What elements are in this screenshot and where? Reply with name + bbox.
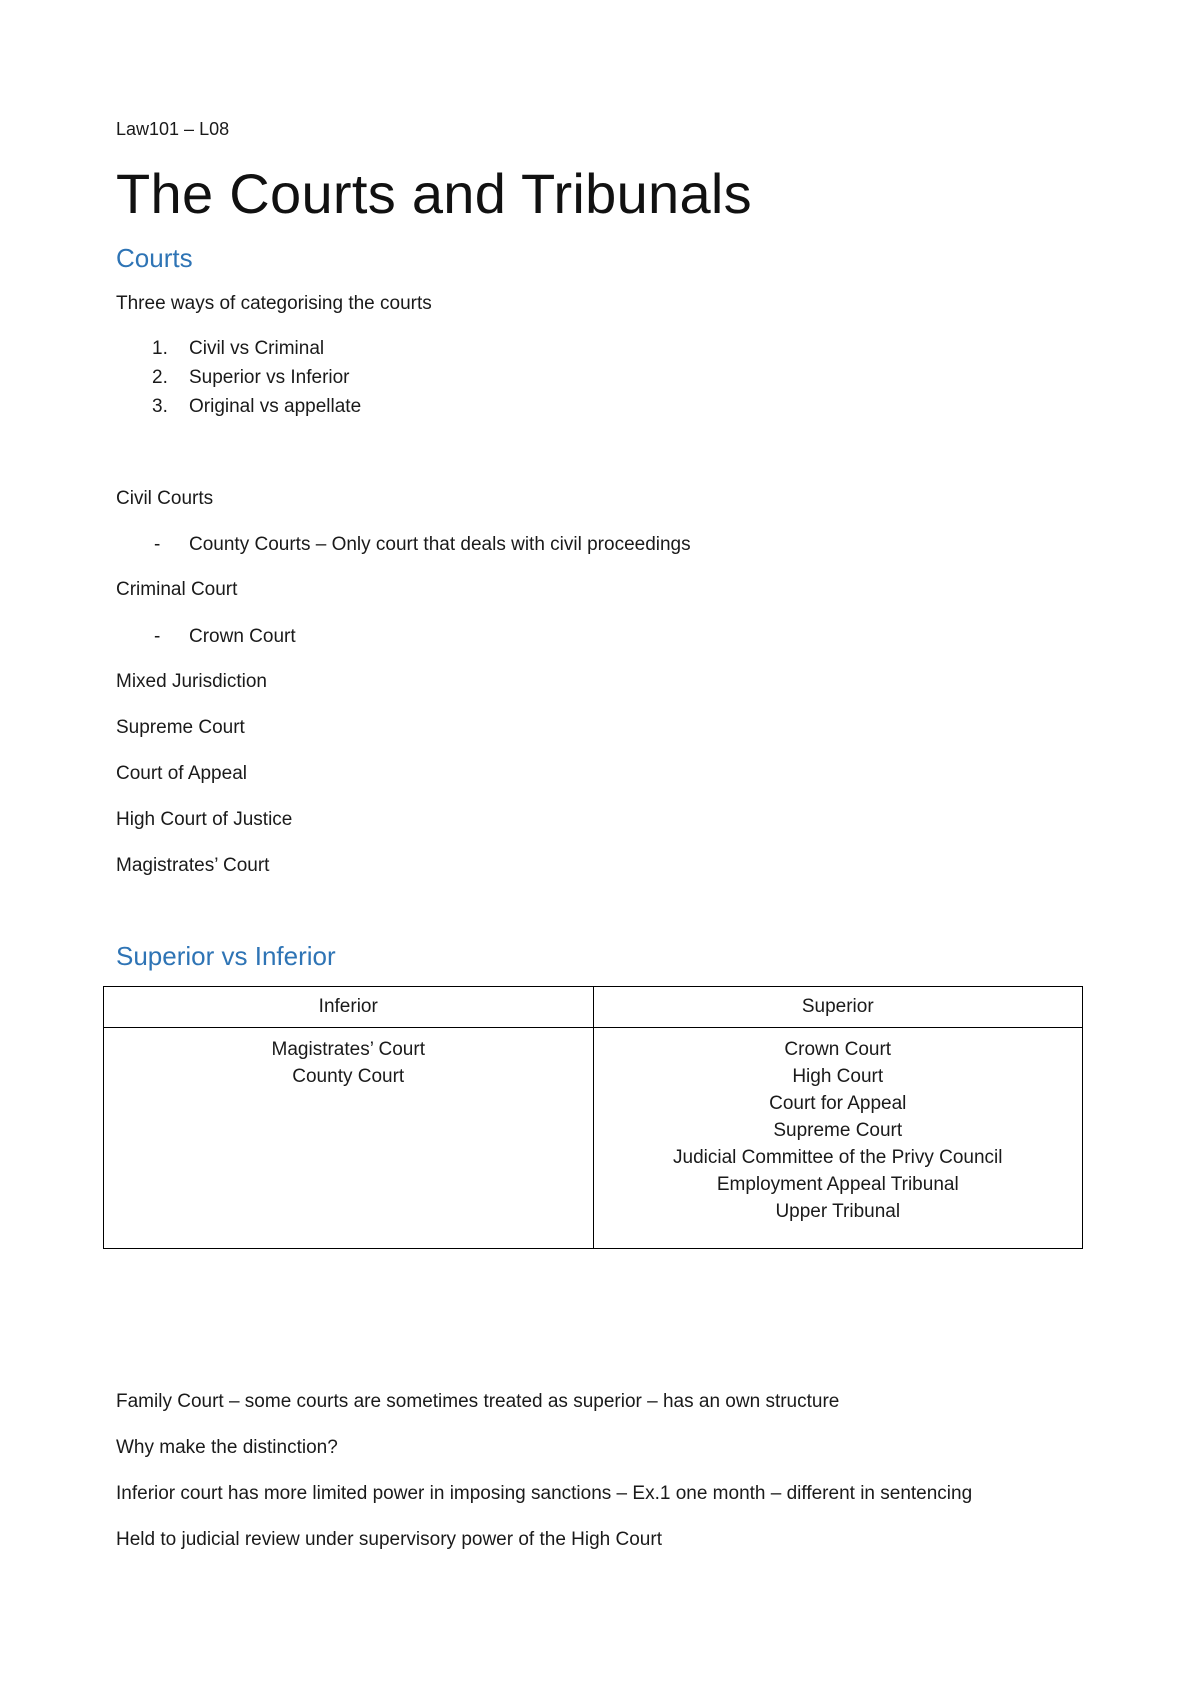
list-item-text: Original vs appellate — [189, 396, 362, 417]
list-number: 2. — [152, 367, 168, 388]
header-superior: Superior — [593, 987, 1083, 1028]
list-item-text: Civil vs Criminal — [189, 338, 325, 359]
courts-heading: Courts — [116, 243, 193, 273]
civil-courts-text: County Courts – Only court that deals with civil proceedings — [189, 534, 691, 555]
superior-court: Crown Court — [784, 1039, 892, 1060]
note-paragraph: Family Court – some courts are sometimes treated as superior – has an own structure — [116, 1391, 840, 1412]
document-title: The Courts and Tribunals — [116, 162, 752, 225]
inferior-court: Magistrates’ Court — [271, 1039, 425, 1060]
list-item-text: Superior vs Inferior — [189, 367, 350, 388]
civil-courts-heading: Civil Courts — [116, 488, 214, 509]
mixed-item: Magistrates’ Court — [116, 855, 270, 876]
categories-intro: Three ways of categorising the courts — [116, 293, 432, 314]
superior-inferior-heading: Superior vs Inferior — [116, 941, 336, 971]
criminal-court-text: Crown Court — [189, 626, 296, 647]
dash-marker: - — [154, 534, 161, 555]
superior-court: Supreme Court — [773, 1120, 903, 1141]
court-comparison-table — [103, 986, 1083, 1249]
superior-court: Judicial Committee of the Privy Council — [673, 1147, 1003, 1168]
superior-court: High Court — [792, 1066, 884, 1087]
inferior-cell — [104, 1028, 594, 1249]
list-number: 1. — [152, 338, 168, 359]
inferior-court: County Court — [292, 1066, 405, 1087]
table-row — [104, 1028, 1083, 1249]
header-inferior: Inferior — [104, 987, 594, 1028]
superior-court: Upper Tribunal — [775, 1201, 901, 1222]
table-header-row — [104, 987, 1083, 1028]
mixed-item: High Court of Justice — [116, 809, 293, 830]
mixed-item: Court of Appeal — [116, 763, 247, 784]
superior-cell — [593, 1028, 1083, 1249]
dash-marker: - — [154, 626, 161, 647]
course-code: Law101 – L08 — [116, 119, 230, 139]
note-paragraph: Held to judicial review under supervisory power of the High Court — [116, 1529, 662, 1550]
list-number: 3. — [152, 396, 168, 417]
superior-court: Court for Appeal — [769, 1093, 907, 1114]
note-paragraph: Inferior court has more limited power in imposing sanctions – Ex.1 one month – different in sentencing — [116, 1483, 973, 1504]
mixed-item: Supreme Court — [116, 717, 245, 738]
note-paragraph: Why make the distinction? — [116, 1437, 338, 1458]
mixed-jurisdiction-heading: Mixed Jurisdiction — [116, 671, 267, 692]
criminal-court-heading: Criminal Court — [116, 579, 238, 600]
superior-court: Employment Appeal Tribunal — [716, 1174, 959, 1195]
